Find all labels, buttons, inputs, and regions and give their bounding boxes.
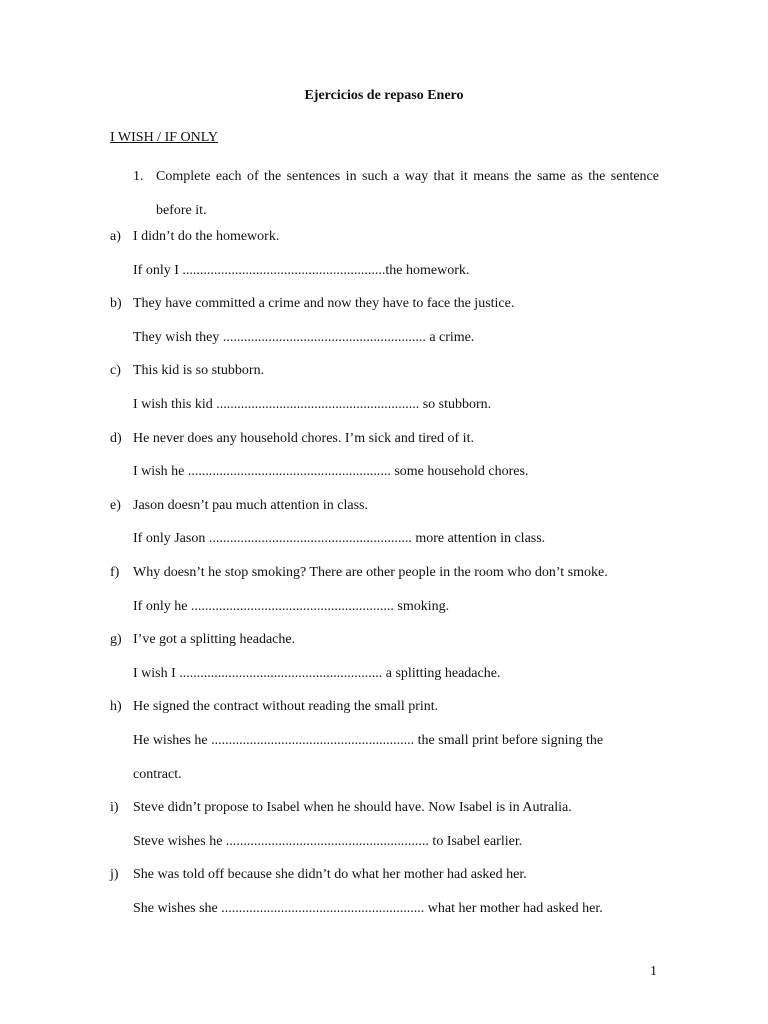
item-letter: e) [110, 497, 121, 513]
rewrite-prompt: She wishes she .......................................................... what her mother had asked her. [133, 900, 603, 916]
rewrite-prompt: I wish he .......................................................... some household chores. [133, 464, 529, 480]
rewrite-prompt: If only I ..........................................................the homework. [133, 262, 470, 278]
sentence-line [110, 798, 670, 832]
rewrite-prompt: Steve wishes he .......................................................... to Isabel earlier. [133, 833, 523, 849]
item-letter: h) [110, 699, 122, 715]
rewrite-prompt: I wish I .......................................................... a splitting headache. [133, 665, 501, 681]
item-letter: f) [110, 564, 120, 580]
exercise-item [110, 798, 670, 865]
item-sentence: This kid is so stubborn. [133, 363, 265, 379]
exercise-item [110, 294, 670, 361]
exercise-items [110, 227, 670, 932]
exercise-item [110, 361, 670, 428]
item-letter: c) [110, 363, 121, 379]
item-letter: g) [110, 632, 122, 648]
item-letter: a) [110, 229, 121, 244]
sentence-line [110, 697, 670, 731]
sentence-line [110, 496, 670, 530]
sentence-line [110, 563, 670, 597]
exercise-instruction [133, 160, 659, 228]
rewrite-prompt: contract. [133, 766, 182, 782]
item-sentence: Why doesn’t he stop smoking? There are other people in the room who don’t smoke. [133, 564, 608, 580]
item-sentence: I’ve got a splitting headache. [133, 632, 296, 648]
exercise-item [110, 697, 670, 798]
exercise-item [110, 865, 670, 932]
item-sentence: He never does any household chores. I’m sick and tired of it. [133, 430, 474, 446]
rewrite-prompt: He wishes he .......................................................... the small print before signing the [133, 732, 604, 748]
page-title: Ejercicios de repaso Enero [304, 88, 464, 103]
rewrite-line [110, 664, 670, 698]
instruction-text: Complete each of the sentences in such a way that it means the same as the sentence before it. [156, 169, 659, 218]
item-sentence: They have committed a crime and now they have to face the justice. [133, 296, 515, 312]
rewrite-line [110, 832, 670, 866]
sentence-line [110, 294, 670, 328]
rewrite-line [110, 395, 670, 429]
exercise-item [110, 496, 670, 563]
rewrite-prompt: If only Jason .......................................................... more attention in class. [133, 531, 546, 547]
sentence-line [110, 227, 670, 261]
rewrite-prompt: If only he .......................................................... smoking. [133, 598, 450, 614]
rewrite-line [110, 765, 670, 799]
item-letter: j) [110, 867, 119, 883]
rewrite-line [110, 731, 670, 765]
item-sentence: He signed the contract without reading the small print. [133, 699, 439, 715]
item-sentence: Jason doesn’t pau much attention in class. [133, 497, 368, 513]
rewrite-line [110, 462, 670, 496]
rewrite-line [110, 597, 670, 631]
exercise-item [110, 429, 670, 496]
sentence-line [110, 865, 670, 899]
exercise-item [110, 563, 670, 630]
page-number: 1 [650, 964, 657, 979]
rewrite-line [110, 529, 670, 563]
item-letter: d) [110, 430, 122, 446]
exercise-item [110, 227, 670, 294]
sentence-line [110, 429, 670, 463]
sentence-line [110, 361, 670, 395]
item-sentence: Steve didn’t propose to Isabel when he should have. Now Isabel is in Autralia. [133, 800, 572, 816]
item-letter: b) [110, 296, 122, 312]
rewrite-prompt: They wish they .......................................................... a crime. [133, 329, 475, 345]
rewrite-line [110, 328, 670, 362]
rewrite-line [110, 261, 670, 295]
item-letter: i) [110, 800, 119, 816]
exercise-item [110, 630, 670, 697]
rewrite-prompt: I wish this kid .......................................................... so stubborn. [133, 396, 492, 412]
exercise-number: 1. [133, 169, 144, 184]
item-sentence: I didn’t do the homework. [133, 229, 280, 244]
rewrite-line [110, 899, 670, 933]
item-sentence: She was told off because she didn’t do what her mother had asked her. [133, 867, 527, 883]
sentence-line [110, 630, 670, 664]
section-heading: I WISH / IF ONLY [110, 130, 219, 145]
